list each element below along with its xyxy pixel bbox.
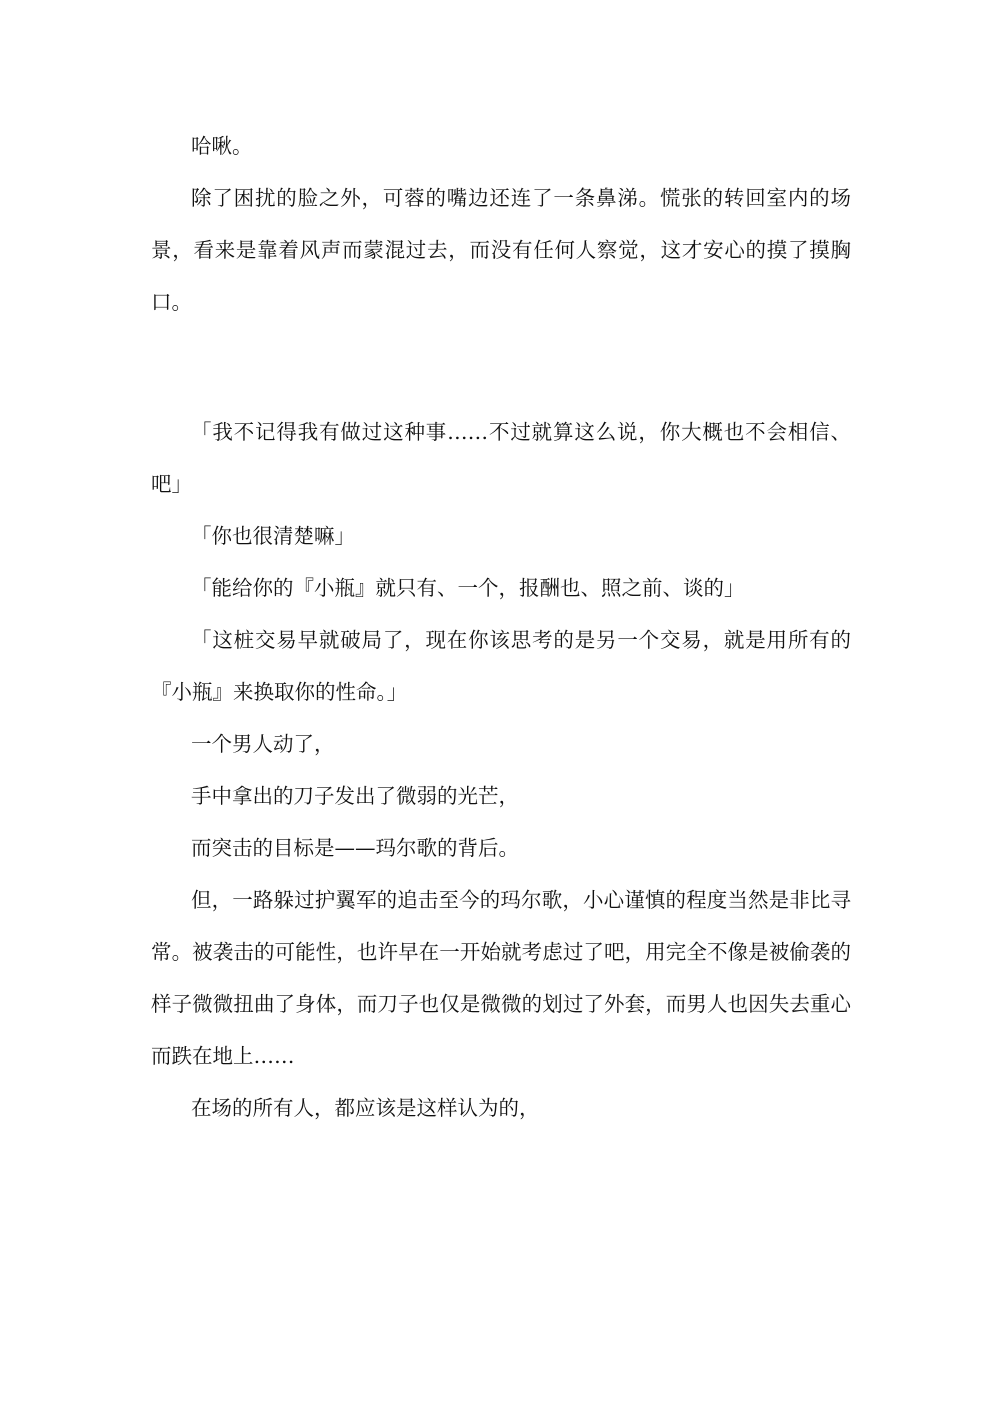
paragraph: 但，一路躲过护翼军的追击至今的玛尔歌，小心谨慎的程度当然是非比寻常。被袭击的可能性，也许早在一开始就考虑过了吧，用完全不像是被偷袭的样子微微扭曲了身体，而刀子也仅是微微的划过了外套，而男人也因失去重心而跌在地上……: [151, 888, 851, 1068]
paragraph: 「你也很清楚嘛」: [191, 524, 355, 548]
paragraph-group-1: [151, 120, 851, 328]
paragraph: 而突击的目标是——玛尔歌的背后。: [191, 836, 519, 860]
paragraph: 「能给你的『小瓶』就只有、一个，报酬也、照之前、谈的」: [191, 576, 745, 600]
paragraph-group-2: [151, 406, 851, 1134]
paragraph: 手中拿出的刀子发出了微弱的光芒，: [191, 784, 519, 808]
paragraph: 「我不记得我有做过这种事……不过就算这么说，你大概也不会相信、吧」: [151, 420, 851, 496]
paragraph: 「这桩交易早就破局了，现在你该思考的是另一个交易，就是用所有的『小瓶』来换取你的性命。」: [151, 628, 851, 704]
paragraph: 除了困扰的脸之外，可蓉的嘴边还连了一条鼻涕。慌张的转回室内的场景，看来是靠着风声而蒙混过去，而没有任何人察觉，这才安心的摸了摸胸口。: [151, 186, 851, 314]
paragraph: 一个男人动了，: [191, 732, 335, 756]
paragraph: 哈啾。: [191, 134, 253, 158]
paragraph: 在场的所有人，都应该是这样认为的，: [191, 1096, 540, 1120]
